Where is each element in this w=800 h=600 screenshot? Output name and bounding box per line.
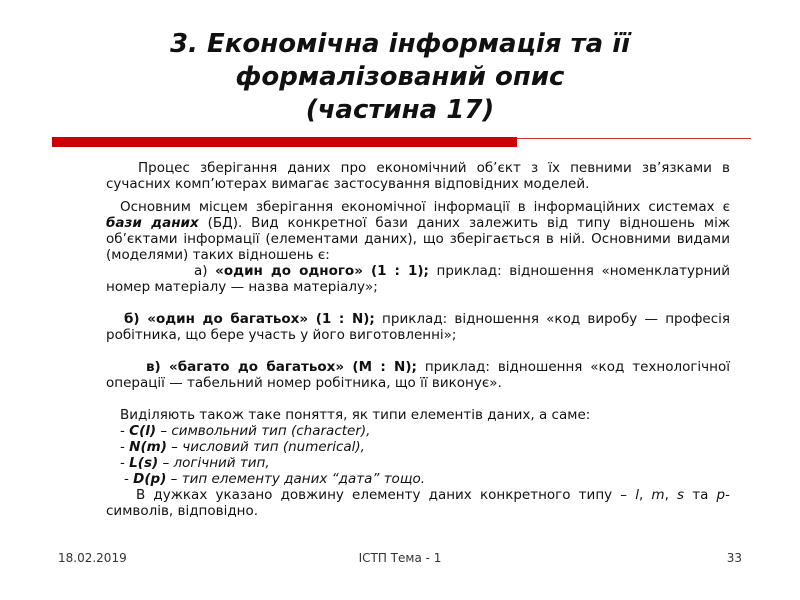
- relation-a-text: приклад: відношення «номенклатурний номер матеріалу — назва матеріалу»;: [106, 263, 730, 295]
- type-dash: -: [120, 455, 130, 471]
- relation-c-bold: в) «багато до багатьох» (M : N);: [146, 359, 417, 375]
- relation-one-to-one: [106, 263, 730, 295]
- closing-text-5: -символів, відповідно.: [106, 487, 730, 519]
- paragraph-closing: [106, 487, 730, 519]
- closing-var-s: s: [677, 487, 685, 503]
- type-desc: – логічний тип,: [158, 455, 270, 471]
- relation-many-to-many: [106, 359, 730, 391]
- type-code: L(s): [129, 455, 159, 471]
- type-desc: – числовий тип (numerical),: [166, 439, 365, 455]
- type-dash: -: [124, 471, 134, 487]
- type-dash: -: [120, 439, 130, 455]
- databases-text-pre: Основним місцем зберігання економічної інформації в інформаційних системах є: [120, 199, 730, 215]
- type-item-char: [106, 423, 730, 439]
- slide-title: [60, 28, 740, 127]
- types-list: [106, 423, 730, 487]
- relation-a-bold: «один до одного» (1 : 1);: [215, 263, 429, 279]
- type-item-date: [106, 471, 730, 487]
- type-desc: – символьний тип (character),: [156, 423, 371, 439]
- relation-c-text: приклад: відношення «код технологічної операції — табельний номер робітника, що її виконує».: [106, 359, 730, 391]
- closing-text-4: та: [684, 487, 717, 503]
- title-divider-line: [517, 138, 751, 139]
- title-accent-bar: [52, 137, 517, 147]
- relation-b-text: приклад: відношення «код виробу — професія робітника, що бере участь у його виготовленні»;: [106, 311, 730, 343]
- types-intro: Виділяють також таке поняття, як типи елементів даних, а саме:: [120, 407, 591, 423]
- relation-a-prefix: а): [194, 263, 216, 279]
- type-item-num: [106, 439, 730, 455]
- type-code: N(m): [129, 439, 167, 455]
- title-line-3: (частина 17): [305, 95, 495, 125]
- paragraph-databases: [106, 199, 730, 263]
- databases-text-post: (БД). Вид конкретної бази даних залежить від типу відношень між об’єктами інформації (елементами даних), що зберігається в ній. Основними видами (моделями) таких відношень є:: [106, 215, 730, 263]
- databases-term: бази даних: [106, 215, 199, 231]
- closing-text-1: В дужках указано довжину елементу даних конкретного типу –: [136, 487, 636, 503]
- type-dash: -: [120, 423, 130, 439]
- title-line-1: 3. Економічна інформація та її: [169, 29, 631, 59]
- closing-var-m: m: [651, 487, 665, 503]
- closing-var-l: l: [635, 487, 639, 503]
- closing-var-p: p: [716, 487, 726, 503]
- relation-b-bold: б) «один до багатьох» (1 : N);: [124, 311, 375, 327]
- paragraph-storage: Процес зберігання даних про економічний об’єкт з їх певними зв’язками в сучасних комп’ютерах вимагає застосування відповідних моделей.: [106, 160, 730, 192]
- footer-page-number: 33: [726, 551, 742, 565]
- closing-text-2: ,: [638, 487, 652, 503]
- title-line-2: формалізований опис: [235, 62, 565, 92]
- type-code: D(p): [133, 471, 167, 487]
- footer-topic: ІСТП Тема - 1: [358, 551, 442, 565]
- type-desc: – тип елементу даних “дата” тощо.: [166, 471, 426, 487]
- type-item-logic: [106, 455, 730, 471]
- type-code: C(l): [129, 423, 157, 439]
- footer-date: 18.02.2019: [58, 551, 127, 565]
- slide-body: [106, 160, 730, 519]
- relation-one-to-many: [106, 311, 730, 343]
- closing-text-3: ,: [664, 487, 678, 503]
